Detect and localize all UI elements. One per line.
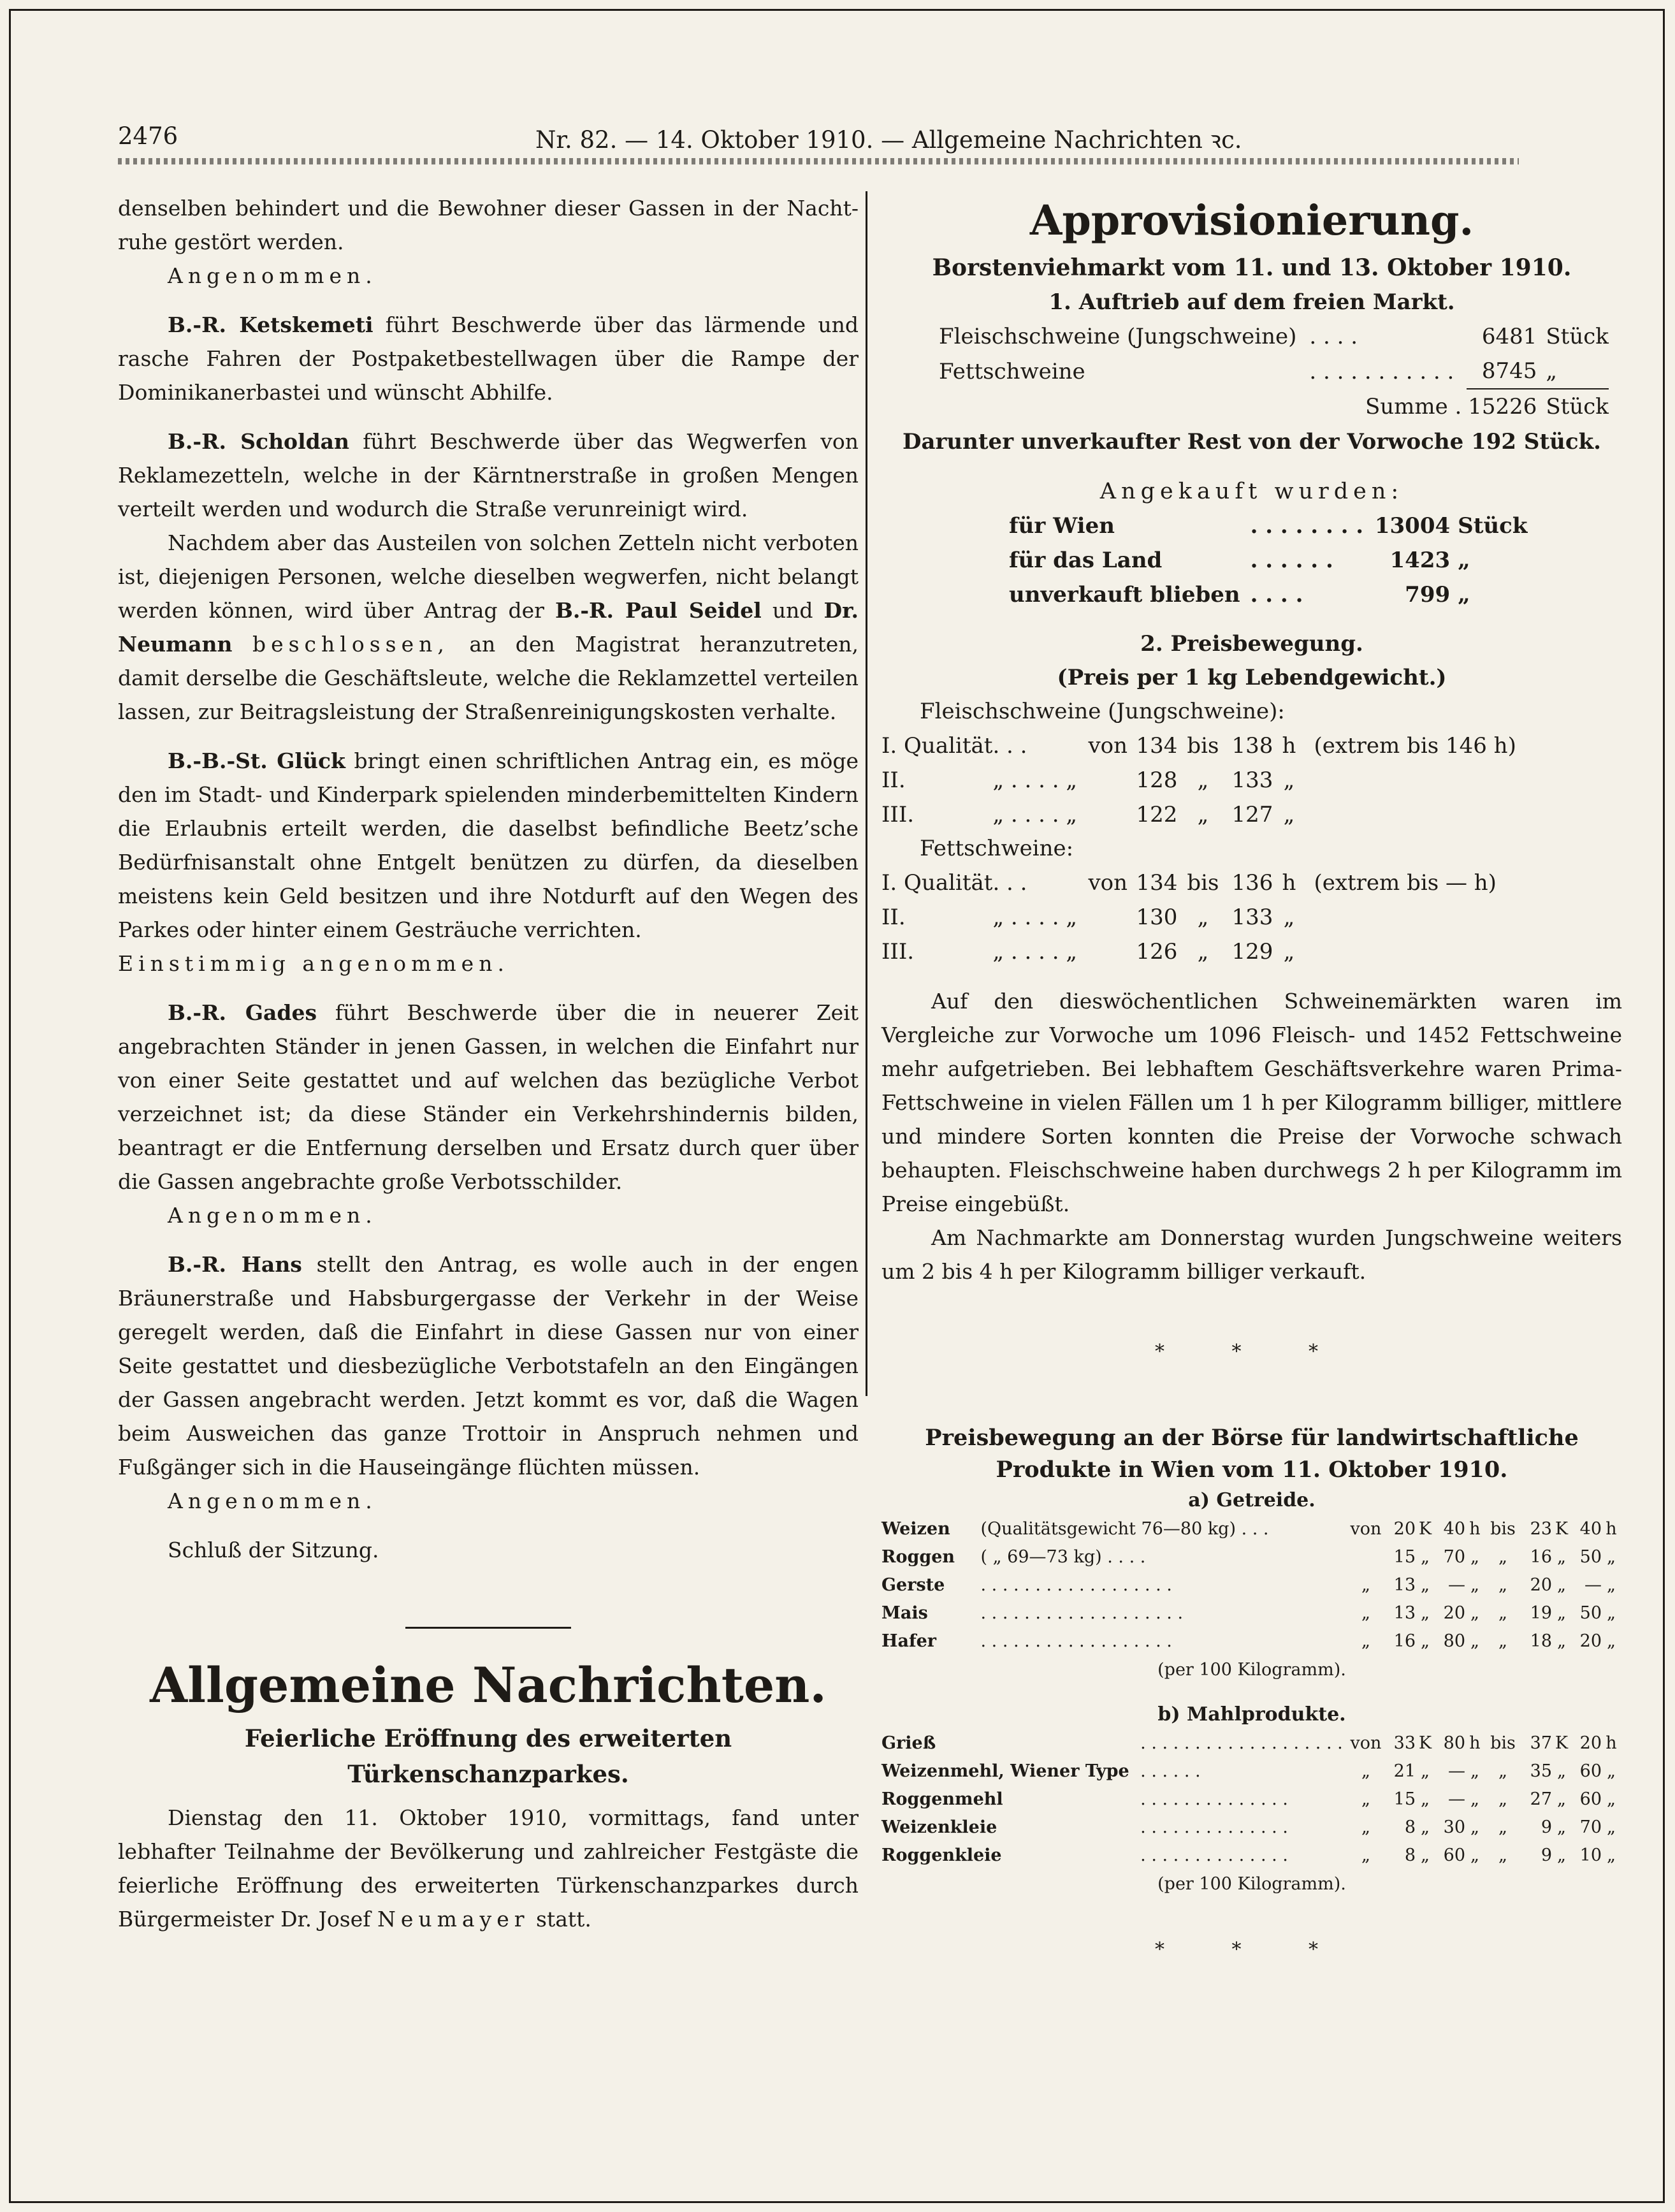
table-cell-von: „	[1361, 1817, 1370, 1837]
table-cell-hu1: „	[1470, 1603, 1479, 1623]
table-row	[881, 1842, 1621, 1870]
table-cell-h1: 40	[1443, 1519, 1465, 1539]
table-cell-k1: 33	[1393, 1733, 1416, 1753]
table-cell-ku1: „	[1421, 1631, 1430, 1651]
table-cell-von: „	[1361, 1789, 1370, 1809]
angekauft-title: Angekauft wurden:	[1099, 479, 1404, 504]
speaker-name: B.-R. Scholdan	[168, 429, 350, 454]
table-row: unverkauft blieben . . . . 799 „	[1009, 582, 1470, 608]
table-cell-h1: 80	[1443, 1631, 1465, 1651]
table-cell-h2: 20	[1579, 1631, 1602, 1651]
table-cell-ku1: „	[1421, 1603, 1430, 1623]
page-header	[118, 115, 1519, 161]
table-cell-ku2: „	[1557, 1603, 1566, 1623]
table-cell-spec: . . . . . . . . . . . . . .	[1140, 1845, 1288, 1865]
speaker-name: B.-B.-St. Glück	[168, 748, 345, 773]
table-row	[881, 1786, 1621, 1814]
table-cell-ku1: „	[1421, 1575, 1430, 1595]
section-title: Allgemeine Nachrichten.	[150, 1657, 827, 1714]
table-cell-h2: 60	[1579, 1761, 1602, 1781]
table-cell-ku2: „	[1557, 1761, 1566, 1781]
table-cell-name: Gerste	[881, 1575, 945, 1595]
motion-gades: B.-R. Gades führt Beschwerde über die in neuerer Zeit angebrachten Ständer in jenen Gassen, in welchen die Einfahrt nur von einer Seite gestattet und auf welchen das bezügliche Verbot verzeichnet ist; da diese Ständer ein Verkehrshindernis bilden, beantragt er die Entfernung derselben und Ersatz durch quer über die Gassen angebrachte große Verbotsschilder.	[118, 1000, 859, 1194]
motion-glueck: B.-B.-St. Glück bringt einen schriftlichen Antrag ein, es möge den im Stadt- und Kinderpark spielenden minderbemittelten Kindern die Erlaubnis erteilt werden, die daselbst befindliche Beetz’sche Bedürfnisanstalt ohne Entgelt benützen zu dürfen, da dieselben meistens kein Geld besitzen und ihre Notdurft auf den Wegen des Parkes oder hinter einem Gesträuche verrichten.	[118, 748, 859, 942]
approvisionierung-title: Approvisionierung.	[1029, 196, 1474, 245]
table-row: Fleischschweine (Jungschweine) . . . . 6481 Stück	[939, 324, 1609, 349]
motion-ketskemeti: B.-R. Ketskemeti führt Beschwerde über das lärmende und rasche Fahren der Postpaketbestellwagen über die Rampe der Dominikanerbastei und wünscht Abhilfe.	[118, 312, 859, 405]
table-cell-ku1: „	[1421, 1789, 1430, 1809]
table-row: III. „ . . . . „ 122 „ 127 „	[881, 802, 1295, 827]
table-cell-k1: 16	[1393, 1631, 1416, 1651]
table-cell-ku2: „	[1557, 1575, 1566, 1595]
table-cell-name: Weizenkleie	[881, 1817, 997, 1837]
table-cell-k1: 8	[1404, 1817, 1416, 1837]
table-cell-ku2: „	[1557, 1631, 1566, 1651]
table-cell-spec: . . . . . . . . . . . . . . . . . . .	[1140, 1733, 1343, 1753]
table-cell-k1: 8	[1404, 1845, 1416, 1865]
table-cell-k2: 9	[1541, 1817, 1552, 1837]
table-cell-spec: . . . . . . . . . . . . . .	[1140, 1817, 1288, 1837]
resolution-accepted: Angenommen.	[168, 1203, 377, 1228]
table-cell-ku2: K	[1555, 1733, 1569, 1753]
table-row	[881, 1627, 1621, 1655]
table-cell-spec: . . . . . . . . . . . . . . . . . . .	[980, 1603, 1184, 1623]
table-cell-h1: 60	[1443, 1845, 1465, 1865]
table-cell-bis: „	[1498, 1761, 1507, 1781]
table-row	[881, 1515, 1621, 1543]
table-cell-hu1: „	[1470, 1761, 1479, 1781]
table-cell-hu1: „	[1470, 1845, 1479, 1865]
article-title: Feierliche Eröffnung des erweiterten Türkenschanzparkes.	[244, 1724, 732, 1788]
fleisch-label: Fleischschweine (Jungschweine):	[920, 699, 1285, 724]
table-cell-k2: 18	[1530, 1631, 1552, 1651]
getreide-table	[881, 1515, 1621, 1655]
table-cell-hu2: „	[1607, 1761, 1616, 1781]
table-cell-h1: —	[1448, 1575, 1465, 1595]
table-cell-hu1: h	[1469, 1519, 1481, 1539]
table-cell-k1: 15	[1393, 1789, 1416, 1809]
table-cell-ku1: „	[1421, 1761, 1430, 1781]
table-cell-name: Weizenmehl, Wiener Type	[881, 1761, 1129, 1781]
table-row	[881, 1814, 1621, 1842]
table-cell-hu2: „	[1607, 1789, 1616, 1809]
header-rule	[118, 158, 1519, 164]
separator-stars: * * *	[1154, 1341, 1349, 1363]
table-cell-h1: —	[1448, 1789, 1465, 1809]
market-report-paragraph: Auf den dieswöchentlichen Schweinemärkten waren im Vergleiche zur Vorwoche um 1096 Fleisch- und 1452 Fettschweine mehr aufgetrieben. Bei lebhaftem Geschäftsverkehre waren Prima-Fettschweine in vielen Fällen um 1 h per Kilogramm billiger, mittlere und mindere Sorten konnten die Preise der Vorwoche schwach behaupten. Fleischschweine haben durchwegs 2 h per Kilogramm im Preise eingebüßt.	[881, 989, 1622, 1216]
motion-scholdan: B.-R. Scholdan führt Beschwerde über das Wegwerfen von Reklamezetteln, welche in der Kärntnerstraße in großen Mengen verteilt werden und wodurch die Straße verunreinigt wird.	[118, 429, 859, 521]
table-row: für Wien . . . . . . . . 13004 Stück	[1009, 513, 1528, 539]
fett-label: Fettschweine:	[920, 836, 1074, 861]
table-cell-name: Hafer	[881, 1631, 937, 1651]
table-cell-spec: . . . . . . . . . . . . . . . . . .	[980, 1631, 1172, 1651]
table-row	[881, 1599, 1621, 1627]
table-cell-ku2: „	[1557, 1845, 1566, 1865]
table-cell-bis: „	[1498, 1817, 1507, 1837]
table-cell-bis: „	[1498, 1631, 1507, 1651]
table-cell-name: Weizen	[881, 1519, 950, 1539]
table-cell-h1: 20	[1443, 1603, 1465, 1623]
left-column	[118, 191, 859, 1936]
table-cell-h2: 40	[1579, 1519, 1602, 1539]
table-cell-k2: 23	[1530, 1519, 1552, 1539]
table-row	[881, 1543, 1621, 1571]
resolution-unanimous: Einstimmig angenommen.	[118, 951, 509, 976]
table-cell-ku1: K	[1418, 1519, 1432, 1539]
table-cell-ku1: K	[1418, 1733, 1432, 1753]
table-cell-von: „	[1361, 1603, 1370, 1623]
table-cell-hu1: „	[1470, 1631, 1479, 1651]
table-cell-spec: (Qualitätsgewicht 76—80 kg) . . .	[980, 1519, 1269, 1539]
table-cell-hu2: „	[1607, 1845, 1616, 1865]
mahl-table	[881, 1729, 1621, 1870]
table-cell-k2: 27	[1530, 1789, 1552, 1809]
table-cell-von: von	[1350, 1519, 1382, 1539]
table-row: II. „ . . . . „ 130 „ 133 „	[881, 905, 1295, 930]
table-cell-k1: 21	[1393, 1761, 1416, 1781]
table-cell-h2: 20	[1579, 1733, 1602, 1753]
table-cell-h1: 30	[1443, 1817, 1465, 1837]
speaker-name: B.-R. Gades	[168, 1000, 317, 1025]
table-row	[881, 1571, 1621, 1599]
table-cell-von: von	[1350, 1733, 1382, 1753]
separator-stars: * * *	[1154, 1939, 1349, 1961]
table-cell-bis: „	[1498, 1547, 1507, 1567]
resolution-accepted: Angenommen.	[168, 263, 377, 288]
angekauft-table	[1009, 509, 1527, 612]
table-row: I. Qualität . . . von 134 bis 138 h (extrem bis 146 h)	[881, 733, 1516, 759]
table-cell-k2: 19	[1530, 1603, 1552, 1623]
table-cell-spec: ( „ 69—73 kg) . . . .	[980, 1547, 1146, 1567]
table-row: III. „ . . . . „ 126 „ 129 „	[881, 939, 1295, 964]
table-cell-h1: —	[1448, 1761, 1465, 1781]
table-cell-ku1: „	[1421, 1817, 1430, 1837]
table-cell-ku1: „	[1421, 1845, 1430, 1865]
table-cell-h2: 60	[1579, 1789, 1602, 1809]
getreide-note: (per 100 Kilogramm).	[1157, 1660, 1346, 1680]
table-cell-hu1: h	[1469, 1733, 1481, 1753]
closing-line: Schluß der Sitzung.	[168, 1538, 379, 1562]
table-cell-k2: 9	[1541, 1845, 1552, 1865]
mahl-note: (per 100 Kilogramm).	[1157, 1874, 1346, 1894]
market-subtitle: Borstenviehmarkt vom 11. und 13. Oktober 1910.	[932, 254, 1572, 281]
table-cell-hu1: „	[1470, 1547, 1479, 1567]
auftrieb-title: 1. Auftrieb auf dem freien Markt.	[1048, 289, 1455, 315]
motion-hans: B.-R. Hans stellt den Antrag, es wolle auch in der engen Bräunerstraße und Habsburgergasse der Verkehr in der Weise geregelt werden, daß die Einfahrt in diese Gassen nur von einer Seite gestattet und diesbezügliche Verbotstafeln an den Eingängen der Gassen angebracht werden. Jetzt kommt es vor, daß die Wagen beim Ausweichen das ganze Trottoir in Anspruch nehmen und Fußgänger sich in die Hauseingänge flüchten müssen.	[118, 1252, 859, 1480]
table-cell-hu1: „	[1470, 1575, 1479, 1595]
table-cell-ku2: „	[1557, 1817, 1566, 1837]
table-cell-hu2: „	[1607, 1603, 1616, 1623]
table-cell-spec: . . . . . . . . . . . . . .	[1140, 1789, 1288, 1809]
table-cell-h2: 50	[1579, 1603, 1602, 1623]
table-cell-bis: bis	[1490, 1519, 1516, 1539]
table-cell-name: Roggenmehl	[881, 1789, 1003, 1809]
speaker-name: B.-R. Ketskemeti	[168, 312, 373, 337]
table-cell-name: Roggen	[881, 1547, 955, 1567]
table-cell-hu2: h	[1606, 1733, 1617, 1753]
table-cell-hu1: „	[1470, 1817, 1479, 1837]
getreide-title: a) Getreide.	[1188, 1489, 1316, 1511]
table-cell-name: Grieß	[881, 1733, 936, 1753]
resolution-accepted: Angenommen.	[168, 1488, 377, 1513]
table-cell-h1: 80	[1443, 1733, 1465, 1753]
table-cell-von: „	[1361, 1631, 1370, 1651]
table-cell-k1: 13	[1393, 1603, 1416, 1623]
table-cell-h1: 70	[1443, 1547, 1465, 1567]
table-cell-name: Roggenkleie	[881, 1845, 1002, 1865]
table-cell-k2: 37	[1530, 1733, 1552, 1753]
table-cell-hu2: „	[1607, 1547, 1616, 1567]
table-cell-hu2: „	[1607, 1631, 1616, 1651]
table-cell-ku2: „	[1557, 1547, 1566, 1567]
table-cell-von	[1347, 1543, 1385, 1571]
table-cell-von: „	[1361, 1845, 1370, 1865]
running-title: Nr. 82. — 14. Oktober 1910. — Allgemeine Nachrichten ꝛc.	[535, 126, 1242, 154]
table-row: für das Land . . . . . . 1423 „	[1009, 548, 1470, 573]
table-cell-spec: . . . . . .	[1140, 1761, 1201, 1781]
right-column	[881, 191, 1622, 1969]
unsold-rest: Darunter unverkaufter Rest von der Vorwoche 192 Stück.	[902, 429, 1601, 455]
table-cell-k1: 20	[1393, 1519, 1416, 1539]
article-body: Dienstag den 11. Oktober 1910, vormittags, fand unter lebhafter Teilnahme der Bevölkerung und zahlreicher Festgäste die feierliche Eröffnung des erweiterten Türkenschanzparkes durch Bürgermeister Dr. Josef Neumayer statt.	[118, 1805, 859, 1932]
table-cell-k1: 15	[1393, 1547, 1416, 1567]
mahl-title: b) Mahlprodukte.	[1157, 1703, 1346, 1726]
table-cell-ku2: „	[1557, 1789, 1566, 1809]
table-cell-von: „	[1361, 1761, 1370, 1781]
table-cell-bis: „	[1498, 1603, 1507, 1623]
boerse-title-line1: Preisbewegung an der Börse für landwirtschaftliche	[925, 1425, 1579, 1451]
preisbewegung-title: 2. Preisbewegung.	[1140, 631, 1363, 657]
section-divider	[405, 1627, 571, 1629]
table-cell-k1: 13	[1393, 1575, 1416, 1595]
table-cell-h2: 50	[1579, 1547, 1602, 1567]
table-cell-bis: „	[1498, 1575, 1507, 1595]
paragraph-continuation: denselben behindert und die Bewohner dieser Gassen in der Nacht-ruhe gestört werden.	[118, 196, 859, 254]
table-cell-name: Mais	[881, 1603, 928, 1623]
table-row: I. Qualität . . . von 134 bis 136 h (extrem bis — h)	[881, 870, 1497, 896]
table-cell-hu2: h	[1606, 1519, 1617, 1539]
motion-decision: Nachdem aber das Austeilen von solchen Zetteln nicht verboten ist, diejenigen Personen, welche dieselben wegwerfen, nicht belangt werden können, wird über Antrag der B.-R. Paul Seidel und Dr. Neumann beschlossen, an den Magistrat heranzutreten, damit derselbe die Geschäftsleute, welche die Reklamzettel verteilen lassen, zur Beitragsleistung der Straßenreinigungskosten verhalte.	[118, 530, 859, 724]
table-cell-ku2: K	[1555, 1519, 1569, 1539]
table-row: Fettschweine . . . . . . . . . . . 8745 „	[939, 354, 1609, 389]
table-cell-spec: . . . . . . . . . . . . . . . . . .	[980, 1575, 1172, 1595]
table-cell-k2: 16	[1530, 1547, 1552, 1567]
page-number: 2476	[118, 122, 178, 150]
table-cell-h2: 10	[1579, 1845, 1602, 1865]
table-cell-hu2: „	[1607, 1575, 1616, 1595]
table-row: II. „ . . . . „ 128 „ 133 „	[881, 768, 1295, 793]
table-cell-von: „	[1361, 1575, 1370, 1595]
table-cell-bis: bis	[1490, 1733, 1516, 1753]
table-cell-k2: 20	[1530, 1575, 1552, 1595]
table-cell-k2: 35	[1530, 1761, 1552, 1781]
table-cell-hu1: „	[1470, 1789, 1479, 1809]
fett-price-table	[881, 866, 1497, 969]
boerse-title-line2: Produkte in Wien vom 11. Oktober 1910.	[996, 1457, 1508, 1483]
auftrieb-table	[939, 319, 1609, 424]
table-row-summe: Summe . 15226 Stück	[1365, 393, 1609, 419]
fleisch-price-table	[881, 729, 1516, 832]
table-row	[881, 1729, 1621, 1757]
table-cell-hu2: „	[1607, 1817, 1616, 1837]
table-cell-bis: „	[1498, 1789, 1507, 1809]
speaker-name: B.-R. Hans	[168, 1252, 302, 1277]
table-cell-h2: —	[1584, 1575, 1602, 1595]
aftermarket-paragraph: Am Nachmarkte am Donnerstag wurden Jungschweine weiters um 2 bis 4 h per Kilogramm billiger verkauft.	[881, 1225, 1622, 1284]
table-cell-ku1: „	[1421, 1547, 1430, 1567]
table-cell-bis: „	[1498, 1845, 1507, 1865]
preisbewegung-subtitle: (Preis per 1 kg Lebendgewicht.)	[1057, 665, 1447, 690]
table-row	[881, 1757, 1621, 1786]
column-divider	[866, 191, 867, 1396]
table-cell-h2: 70	[1579, 1817, 1602, 1837]
